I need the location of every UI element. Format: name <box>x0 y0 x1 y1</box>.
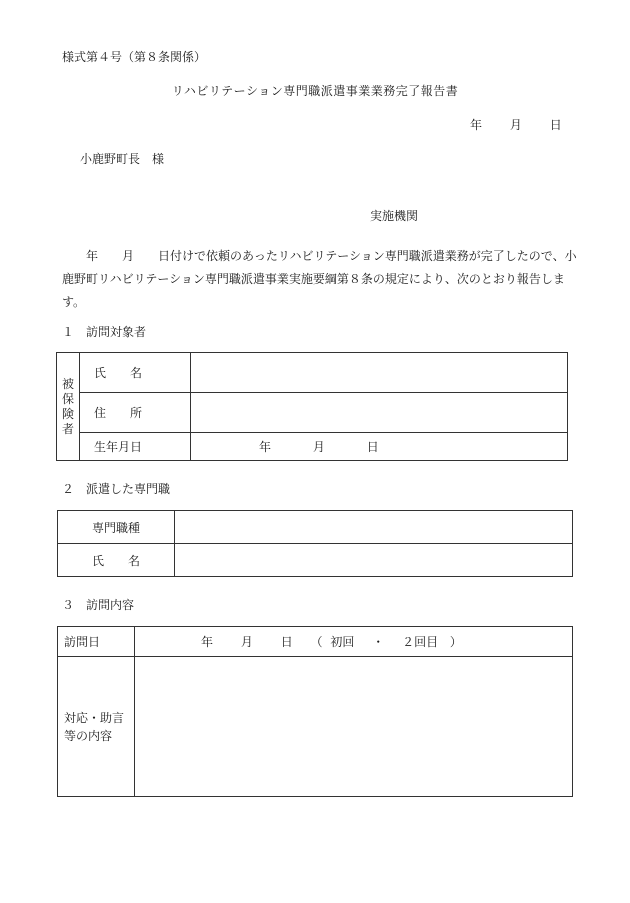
side-char: 険 <box>61 406 74 421</box>
insured-person-table <box>56 352 568 461</box>
document-title: リハビリテーション専門職派遣事業業務完了報告書 <box>171 84 459 98</box>
section-1-heading: １ 訪問対象者 <box>62 325 147 339</box>
visit-open-paren: （ <box>310 635 323 649</box>
date-year-label: 年 <box>470 118 483 132</box>
form-number: 様式第４号（第８条関係） <box>62 50 207 64</box>
visit-close-paren: ） <box>449 635 462 649</box>
birth-date-label: 生年月日 <box>80 433 191 461</box>
visit-month-label: 月 <box>240 635 253 649</box>
content-label-line2: 等の内容 <box>64 728 113 743</box>
address-label: 住 所 <box>80 393 191 433</box>
birth-day-label: 日 <box>366 440 379 454</box>
report-paragraph: 年 月 日付けで依頼のあったリハビリテーション専門職派遣業務が完了したので、小鹿野町リハビリテーション専門職派遣事業実施要綱第８条の規定により、次のとおり報告します。 <box>62 249 577 309</box>
section-2-heading: ２ 派遣した専門職 <box>62 482 171 496</box>
birth-month-label: 月 <box>312 440 325 454</box>
section-3-heading: ３ 訪問内容 <box>62 598 135 612</box>
side-char: 保 <box>61 391 74 406</box>
visit-year-label: 年 <box>201 635 214 649</box>
birth-year-label: 年 <box>259 440 272 454</box>
dispatched-professional-table <box>57 510 573 577</box>
visit-date-field[interactable] <box>135 627 573 657</box>
birth-date-field[interactable] <box>191 433 568 461</box>
name-field[interactable] <box>191 353 568 393</box>
name-label: 氏 名 <box>80 353 191 393</box>
visit-date-label: 訪問日 <box>58 627 135 657</box>
visit-second-option[interactable]: ２回目 <box>402 635 439 649</box>
content-field[interactable] <box>135 657 573 797</box>
profession-field[interactable] <box>175 511 573 544</box>
content-label-line1: 対応・助言 <box>64 710 125 725</box>
visit-separator: ・ <box>372 635 385 649</box>
date-day-label: 日 <box>549 118 562 132</box>
report-date <box>470 116 562 133</box>
professional-name-label: 氏 名 <box>58 544 175 577</box>
content-label <box>58 657 135 797</box>
side-char: 被 <box>61 376 74 391</box>
addressee: 小鹿野町長 様 <box>80 152 165 166</box>
visit-first-option[interactable]: 初回 <box>330 635 355 649</box>
organization-label: 実施機関 <box>370 209 419 223</box>
profession-label: 専門職種 <box>58 511 175 544</box>
date-month-label: 月 <box>509 118 522 132</box>
visit-content-table <box>57 626 573 797</box>
address-field[interactable] <box>191 393 568 433</box>
professional-name-field[interactable] <box>175 544 573 577</box>
side-char: 者 <box>61 421 74 436</box>
visit-day-label: 日 <box>280 635 293 649</box>
insured-side-label <box>57 353 80 461</box>
